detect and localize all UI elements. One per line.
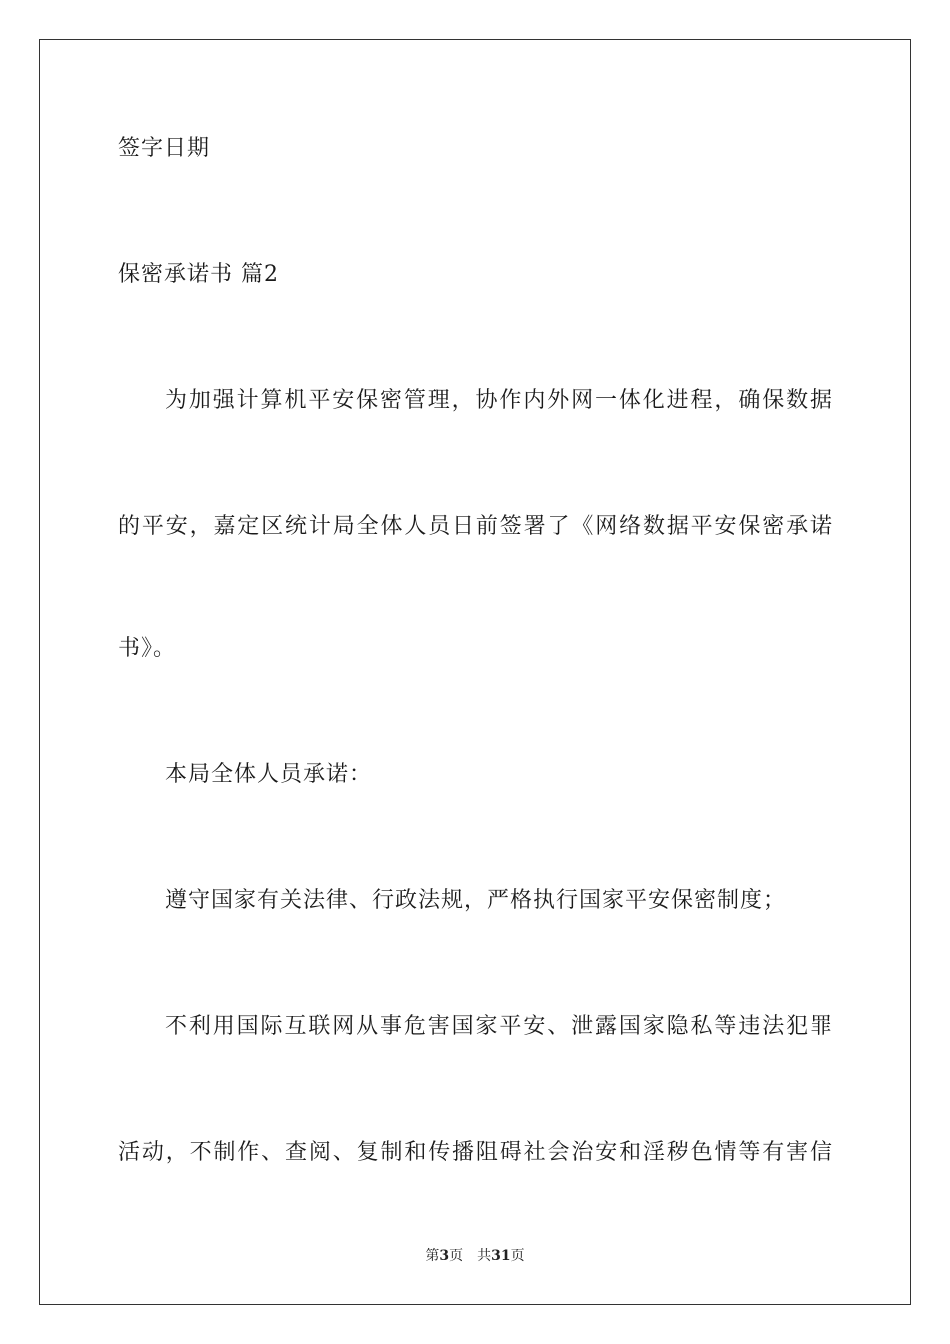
paragraph-2-line-1: 本局全体人员承诺：: [165, 762, 373, 787]
footer-page-prefix: 第: [425, 1248, 440, 1264]
page-border: [39, 39, 911, 1305]
signature-date-label: 签字日期: [118, 136, 211, 161]
footer-total-pages: 31: [491, 1248, 511, 1264]
paragraph-3-line-1: 遵守国家有关法律、行政法规，严格执行国家平安保密制度；: [165, 888, 787, 913]
paragraph-1-line-3: 书》。: [118, 636, 177, 661]
paragraph-4-line-2: 活动，不制作、查阅、复制和传播阻碍社会治安和淫秽色情等有害信: [118, 1140, 832, 1165]
paragraph-1-line-1: 为加强计算机平安保密管理，协作内外网一体化进程，确保数据: [165, 388, 832, 413]
page-footer: [0, 1247, 950, 1265]
footer-total-suffix: 页: [510, 1248, 525, 1264]
footer-page-suffix: 页: [449, 1248, 464, 1264]
footer-page-number: 3: [439, 1248, 450, 1264]
footer-total-prefix: 共: [477, 1248, 492, 1264]
paragraph-1-line-2: 的平安，嘉定区统计局全体人员日前签署了《网络数据平安保密承诺: [118, 514, 832, 539]
paragraph-4-line-1: 不利用国际互联网从事危害国家平安、泄露国家隐私等违法犯罪: [165, 1014, 832, 1039]
section-heading: 保密承诺书 篇2: [118, 262, 279, 287]
